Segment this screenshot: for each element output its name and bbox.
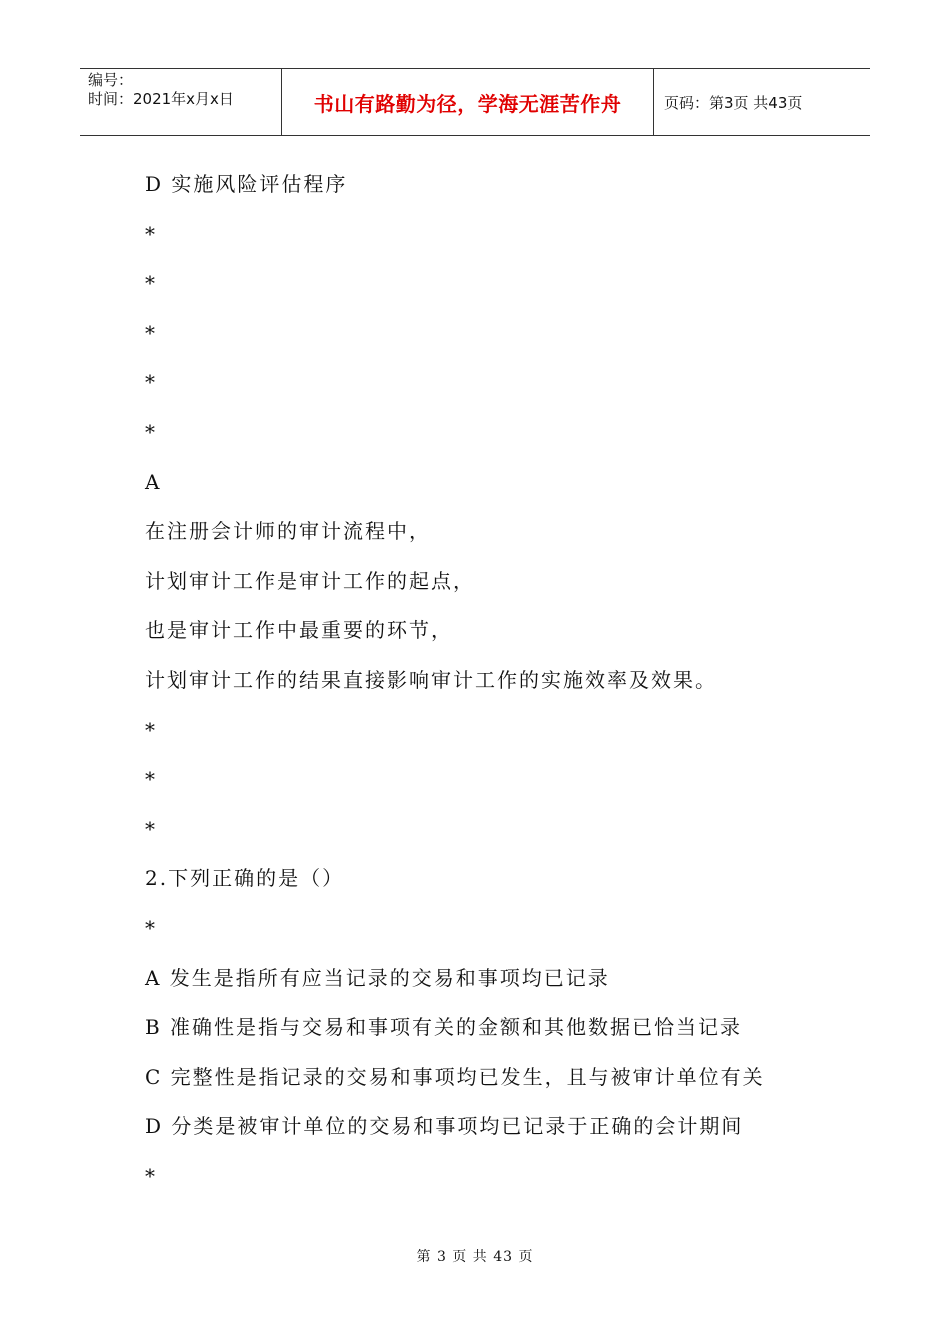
text-line: * — [145, 1163, 157, 1188]
explanation-line: 计划审计工作是审计工作的起点， — [145, 568, 475, 593]
text-line: * — [145, 419, 157, 444]
question-line: 2.下列正确的是（） — [145, 866, 345, 891]
text-line: * — [145, 767, 157, 792]
option-b: B 准确性是指与交易和事项有关的金额和其他数据已恰当记录 — [145, 1015, 743, 1040]
option-d: D 分类是被审计单位的交易和事项均已记录于正确的会计期间 — [145, 1114, 744, 1139]
document-body — [145, 160, 865, 1201]
text-line: * — [145, 370, 157, 395]
text-line: * — [145, 320, 157, 345]
explanation-line: 计划审计工作的结果直接影响审计工作的实施效率及效果。 — [145, 667, 717, 692]
text-line: D 实施风险评估程序 — [145, 172, 348, 196]
text-line: * — [145, 221, 157, 246]
text-line: * — [145, 915, 157, 940]
explanation-line: 在注册会计师的审计流程中， — [145, 519, 431, 544]
text-line: * — [145, 717, 157, 742]
explanation-line: 也是审计工作中最重要的环节， — [145, 618, 453, 643]
page-footer: 第 3 页 共 43 页 — [416, 1249, 534, 1265]
header-left-cell — [80, 69, 282, 135]
answer-line: A — [145, 469, 162, 494]
text-line: * — [145, 816, 157, 841]
header-page-info: 页码：第3页 共43页 — [664, 93, 803, 112]
option-c: C 完整性是指记录的交易和事项均已发生，且与被审计单位有关 — [145, 1064, 765, 1089]
header-motto: 书山有路勤为径，学海无涯苦作舟 — [282, 69, 654, 135]
time-label: 时间：2021年x月x日 — [88, 90, 234, 108]
option-a: A 发生是指所有应当记录的交易和事项均已记录 — [145, 965, 610, 990]
number-label: 编号： — [88, 71, 134, 89]
text-line: * — [145, 271, 157, 296]
page-header — [80, 68, 870, 136]
